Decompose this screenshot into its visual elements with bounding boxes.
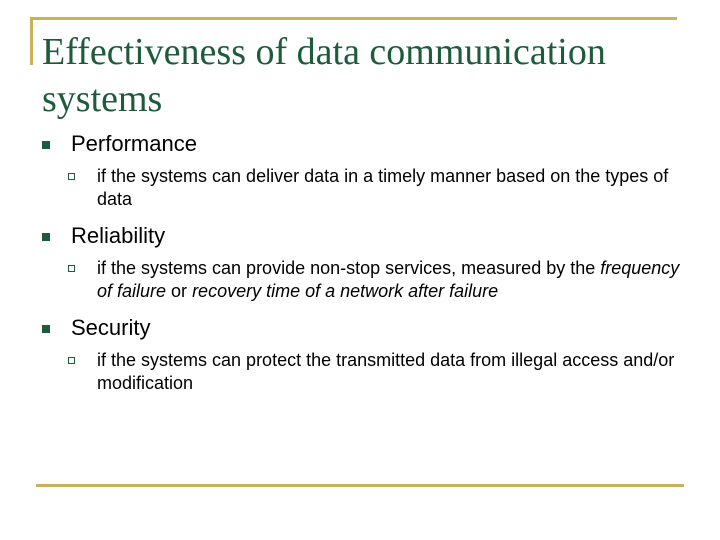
filled-square-bullet-icon [42, 141, 50, 149]
sub-bullet-text: if the systems can protect the transmitted data from illegal access and/or modification [97, 350, 675, 393]
sub-bullet-item-reliability [42, 257, 682, 303]
bullet-group-reliability [42, 221, 682, 303]
bullet-group-performance [42, 129, 682, 211]
bullet-label: Reliability [71, 223, 166, 248]
sub-bullet-item-security [42, 349, 682, 395]
bullet-list [42, 129, 682, 405]
hollow-square-bullet-icon [68, 173, 75, 180]
bullet-item-reliability [42, 221, 682, 251]
slide-title: Effectiveness of data communication systems [42, 31, 606, 120]
emphasis-frequency-of-failure: frequency of failure [97, 258, 680, 301]
bullet-item-security [42, 313, 682, 343]
frame-left-rule [30, 17, 33, 65]
frame-top-rule [30, 17, 677, 20]
hollow-square-bullet-icon [68, 357, 75, 364]
hollow-square-bullet-icon [68, 265, 75, 272]
sub-bullet-text-connector: or [166, 281, 193, 301]
filled-square-bullet-icon [42, 233, 50, 241]
emphasis-recovery-time: recovery time of a network after failure [192, 281, 499, 301]
bullet-label: Security [71, 315, 151, 340]
bullet-group-security [42, 313, 682, 395]
frame-bottom-rule [36, 484, 684, 487]
bullet-item-performance [42, 129, 682, 159]
filled-square-bullet-icon [42, 325, 50, 333]
sub-bullet-text: if the systems can deliver data in a timely manner based on the types of data [97, 166, 669, 209]
sub-bullet-text: if the systems can provide non-stop services, measured by the [97, 258, 601, 278]
bullet-label: Performance [71, 131, 197, 156]
sub-bullet-item-performance [42, 165, 682, 211]
